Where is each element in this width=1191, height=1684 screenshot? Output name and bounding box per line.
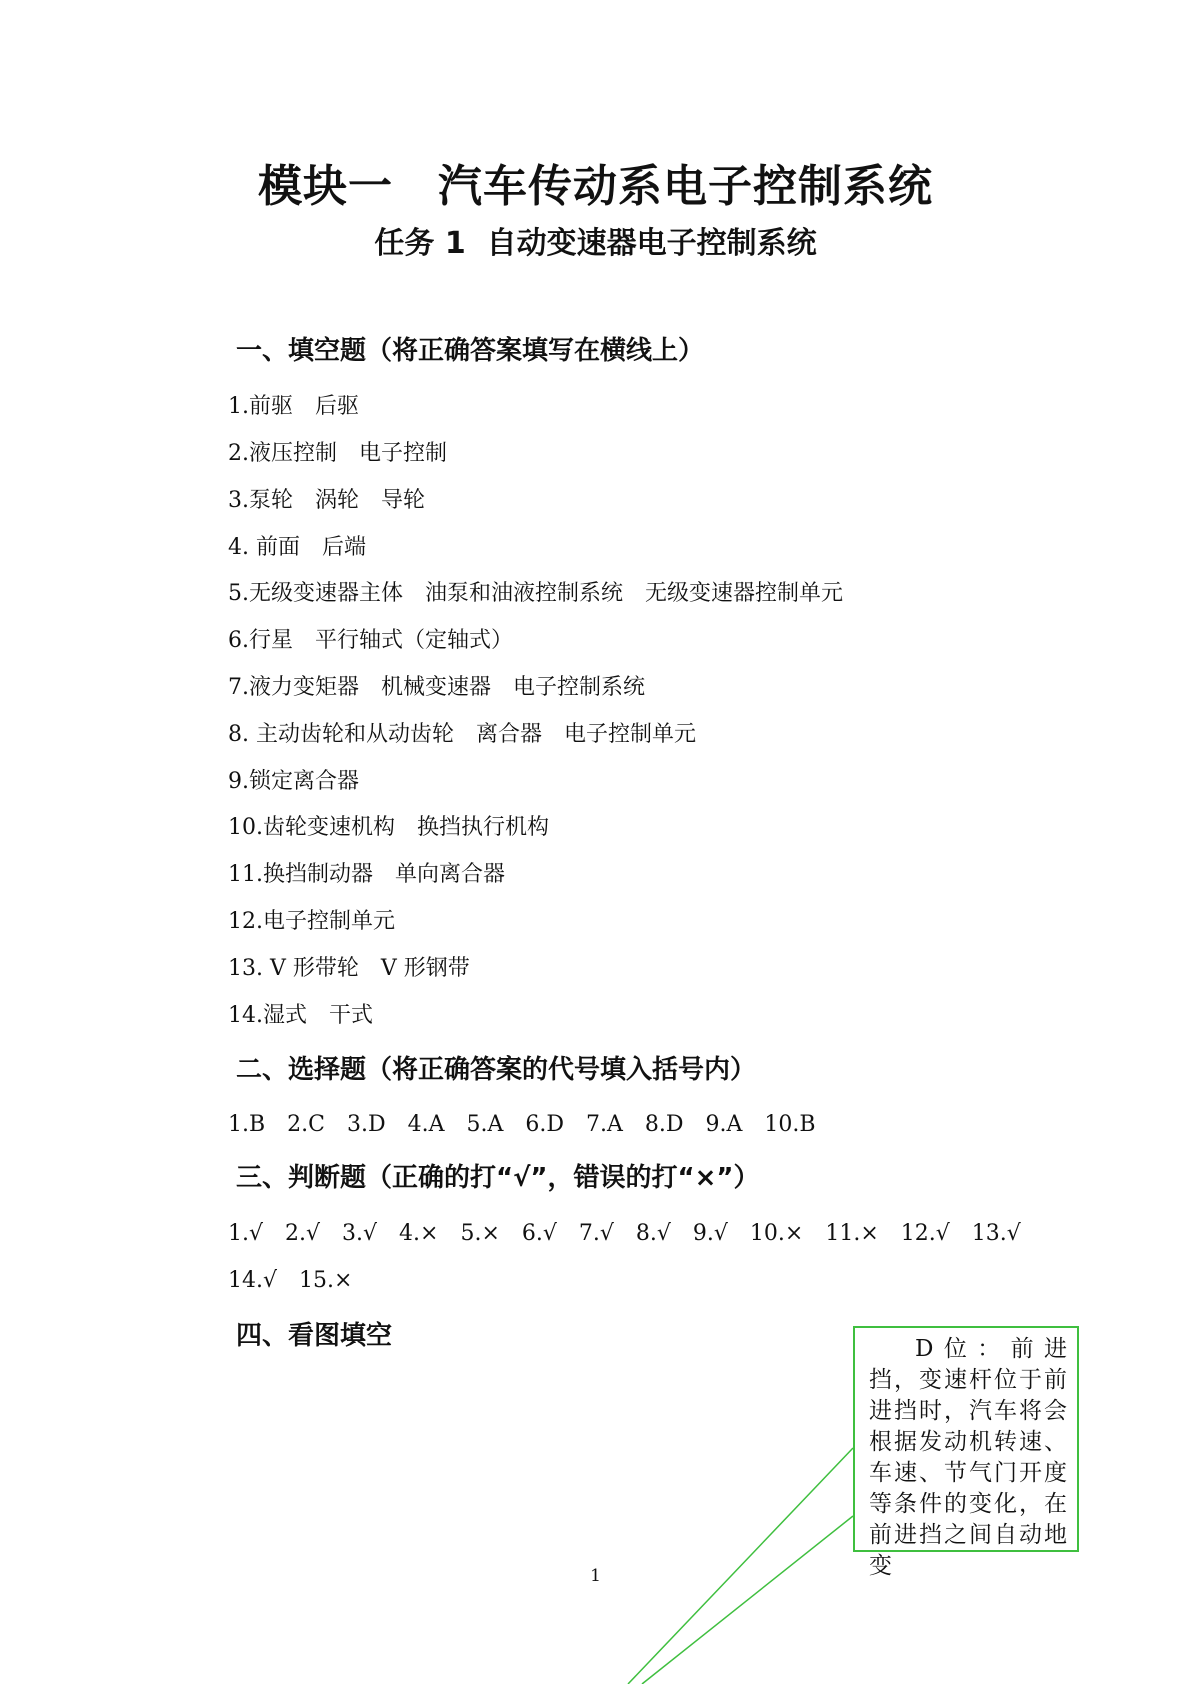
section-heading-diagram: 四、看图填空 bbox=[236, 1321, 393, 1351]
section-heading-fill-blank: 一、填空题（将正确答案填写在横线上） bbox=[236, 336, 705, 366]
answer-line: 5.无级变速器主体 油泵和油液控制系统 无级变速器控制单元 bbox=[228, 581, 843, 606]
callout-leader-line bbox=[642, 1516, 853, 1684]
answer-line: 2.液压控制 电子控制 bbox=[228, 441, 447, 466]
answer-line: 4. 前面 后端 bbox=[228, 535, 366, 560]
page-subtitle: 任务 1 自动变速器电子控制系统 bbox=[374, 226, 817, 261]
answer-line: 14.湿式 干式 bbox=[228, 1003, 373, 1028]
answer-line: 3.泵轮 涡轮 导轮 bbox=[228, 488, 425, 513]
section-heading-true-false: 三、判断题（正确的打“√”，错误的打“×”） bbox=[236, 1163, 760, 1193]
answer-line: 14.√ 15.× bbox=[228, 1268, 353, 1293]
answer-line: 1.前驱 后驱 bbox=[228, 394, 359, 419]
answer-line: 7.液力变矩器 机械变速器 电子控制系统 bbox=[228, 675, 645, 700]
section-heading-multiple-choice: 二、选择题（将正确答案的代号填入括号内） bbox=[236, 1055, 757, 1085]
answer-line: 1.√ 2.√ 3.√ 4.× 5.× 6.√ 7.√ 8.√ 9.√ 10.× 11.× 12.√ 13.√ bbox=[228, 1221, 1021, 1246]
answer-line: 13. V 形带轮 V 形钢带 bbox=[228, 956, 470, 981]
answer-line: 8. 主动齿轮和从动齿轮 离合器 电子控制单元 bbox=[228, 722, 696, 747]
answer-line: 9.锁定离合器 bbox=[228, 769, 359, 794]
callout-text: D位：前进挡，变速杆位于前进挡时，汽车将会根据发动机转速、 车速、节气门开度等条件的变化，在前进挡之间自动地变 bbox=[869, 1336, 1067, 1579]
page-title: 模块一 汽车传动系电子控制系统 bbox=[258, 161, 933, 212]
answer-line: 6.行星 平行轴式（定轴式） bbox=[228, 628, 513, 653]
answer-line: 11.换挡制动器 单向离合器 bbox=[228, 862, 505, 887]
answer-line: 1.B 2.C 3.D 4.A 5.A 6.D 7.A 8.D 9.A 10.B bbox=[228, 1112, 816, 1137]
page-number: 1 bbox=[590, 1566, 601, 1586]
callout-comment-box bbox=[853, 1326, 1079, 1579]
answer-line: 12.电子控制单元 bbox=[228, 909, 395, 934]
answer-line: 10.齿轮变速机构 换挡执行机构 bbox=[228, 815, 549, 840]
